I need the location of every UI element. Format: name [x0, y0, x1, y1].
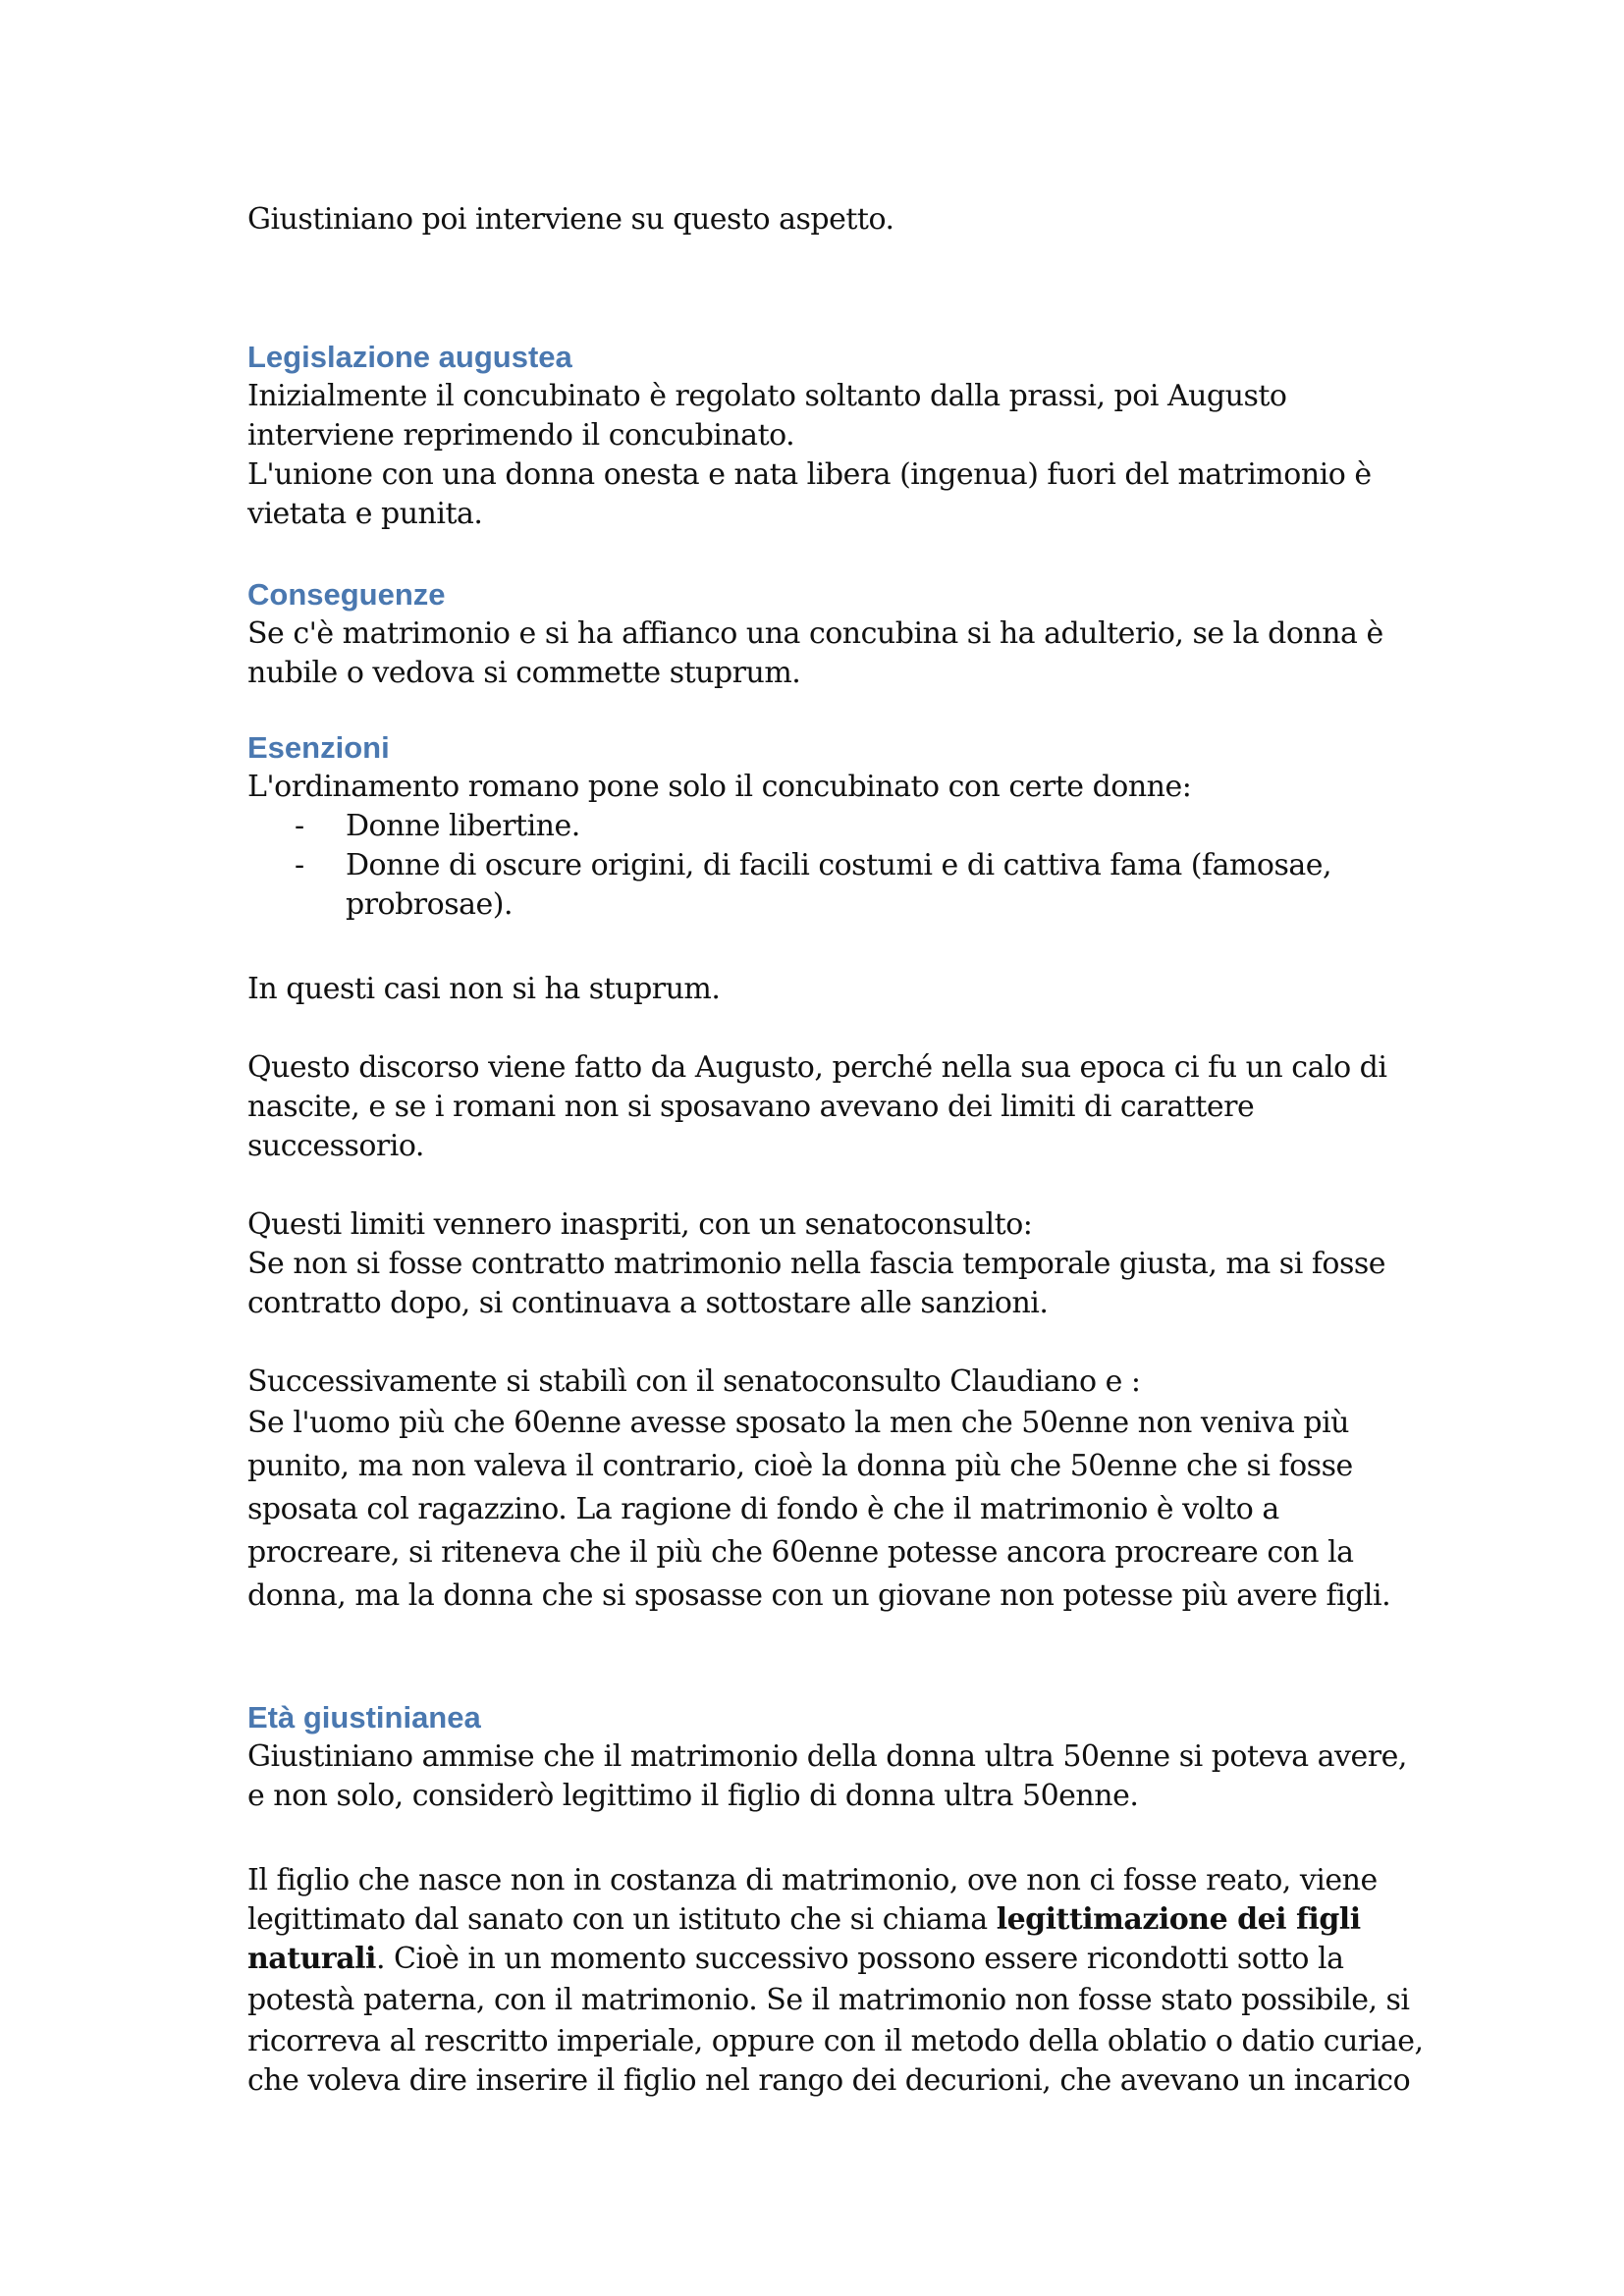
- text-line: potestà paterna, con il matrimonio. Se il matrimonio non fosse stato possibile, si: [247, 1983, 1410, 2017]
- text-line: ricorreva al rescritto imperiale, oppure con il metodo della oblatio o datio curiae,: [247, 2024, 1424, 2058]
- text-line: Questo discorso viene fatto da Augusto, perché nella sua epoca ci fu un calo di: [247, 1050, 1387, 1085]
- paragraph-claudiano-text: [247, 1362, 1406, 1618]
- paragraph-legislazione: [247, 377, 1406, 534]
- text-line: procreare, si riteneva che il più che 60enne potesse ancora procreare con la: [247, 1535, 1354, 1570]
- list-item-text-cont: probrosae).: [346, 887, 513, 922]
- text-line: sposata col ragazzino. La ragione di fondo è che il matrimonio è volto a: [247, 1492, 1279, 1526]
- esenzioni-lead: L'ordinamento romano pone solo il concubinato con certe donne:: [247, 770, 1192, 804]
- paragraph-figlio-text: [247, 1861, 1424, 2101]
- text-line: che voleva dire inserire il figlio nel rango dei decurioni, che avevano un incarico: [247, 2063, 1411, 2098]
- text-line: L'unione con una donna onesta e nata libera (ingenua) fuori del matrimonio è: [247, 457, 1372, 492]
- paragraph-claudiano: [247, 1362, 1406, 1618]
- text-line: interviene reprimendo il concubinato.: [247, 418, 795, 453]
- list-item-text: Donne di oscure origini, di facili costumi e di cattiva fama (famosae,: [346, 848, 1332, 882]
- paragraph-figlio: [247, 1861, 1424, 2101]
- text-line: Questi limiti vennero inaspriti, con un senatoconsulto:: [247, 1207, 1033, 1242]
- section-conseguenze: [247, 575, 1406, 693]
- text-line: contratto dopo, si continuava a sottostare alle sanzioni.: [247, 1286, 1049, 1320]
- heading-conseguenze: Conseguenze: [247, 577, 446, 612]
- paragraph-limiti: [247, 1205, 1406, 1323]
- esenzioni-list: [247, 807, 1406, 925]
- paragraph-giustinianea: [247, 1737, 1406, 1816]
- text-line: donna, ma la donna che si sposasse con un giovane non potesse più avere figli.: [247, 1578, 1391, 1613]
- text-line: [247, 1940, 1406, 1979]
- text-line: nubile o vedova si commette stuprum.: [247, 656, 801, 690]
- list-item: [247, 807, 1406, 846]
- text-line: Il figlio che nasce non in costanza di matrimonio, ove non ci fosse reato, viene: [247, 1863, 1378, 1897]
- text-line: [247, 1900, 1406, 1940]
- text-line: punito, ma non valeva il contrario, cioè la donna più che 50enne che si fosse: [247, 1449, 1353, 1483]
- bold-term: naturali: [247, 1942, 376, 1976]
- text-line: vietata e punita.: [247, 497, 483, 531]
- intro-text: Giustiniano poi interviene su questo aspetto.: [247, 202, 894, 237]
- text-line: successorio.: [247, 1129, 424, 1163]
- paragraph-augusto: [247, 1048, 1406, 1166]
- bullet-dash: -: [295, 848, 304, 882]
- section-legislazione: [247, 338, 1406, 534]
- text-line: nascite, e se i romani non si sposavano avevano dei limiti di carattere: [247, 1090, 1255, 1124]
- heading-esenzioni: Esenzioni: [247, 730, 390, 765]
- list-item: [247, 846, 1406, 925]
- paragraph-augusto-text: [247, 1048, 1406, 1166]
- paragraph-conseguenze: [247, 614, 1406, 693]
- text-line: Se l'uomo più che 60enne avesse sposato la men che 50enne non veniva più: [247, 1406, 1350, 1440]
- text-line: Se non si fosse contratto matrimonio nella fascia temporale giusta, ma si fosse: [247, 1247, 1386, 1281]
- text-line: Giustiniano ammise che il matrimonio della donna ultra 50enne si poteva avere,: [247, 1739, 1407, 1774]
- text-run: legittimato dal sanato con un istituto che si chiama: [247, 1902, 997, 1937]
- bold-term: legittimazione dei figli: [996, 1902, 1361, 1937]
- text-line: e non solo, considerò legittimo il figlio di donna ultra 50enne.: [247, 1779, 1139, 1813]
- esenzioni-after-block: [247, 970, 1406, 1009]
- intro-block: [247, 200, 1406, 240]
- heading-legislazione: Legislazione augustea: [247, 340, 572, 374]
- bullet-dash: -: [295, 809, 304, 843]
- text-line: Inizialmente il concubinato è regolato soltanto dalla prassi, poi Augusto: [247, 379, 1287, 413]
- paragraph-limiti-text: [247, 1205, 1406, 1323]
- text-line: Se c'è matrimonio e si ha affianco una concubina si ha adulterio, se la donna è: [247, 616, 1383, 651]
- esenzioni-after: In questi casi non si ha stuprum.: [247, 972, 721, 1006]
- section-esenzioni: [247, 728, 1406, 925]
- section-giustinianea: [247, 1698, 1406, 1816]
- list-item-text: Donne libertine.: [346, 809, 580, 843]
- text-line: Successivamente si stabilì con il senatoconsulto Claudiano e :: [247, 1364, 1141, 1399]
- text-run: . Cioè in un momento successivo possono essere ricondotti sotto la: [375, 1942, 1344, 1976]
- heading-giustinianea: Età giustinianea: [247, 1700, 481, 1735]
